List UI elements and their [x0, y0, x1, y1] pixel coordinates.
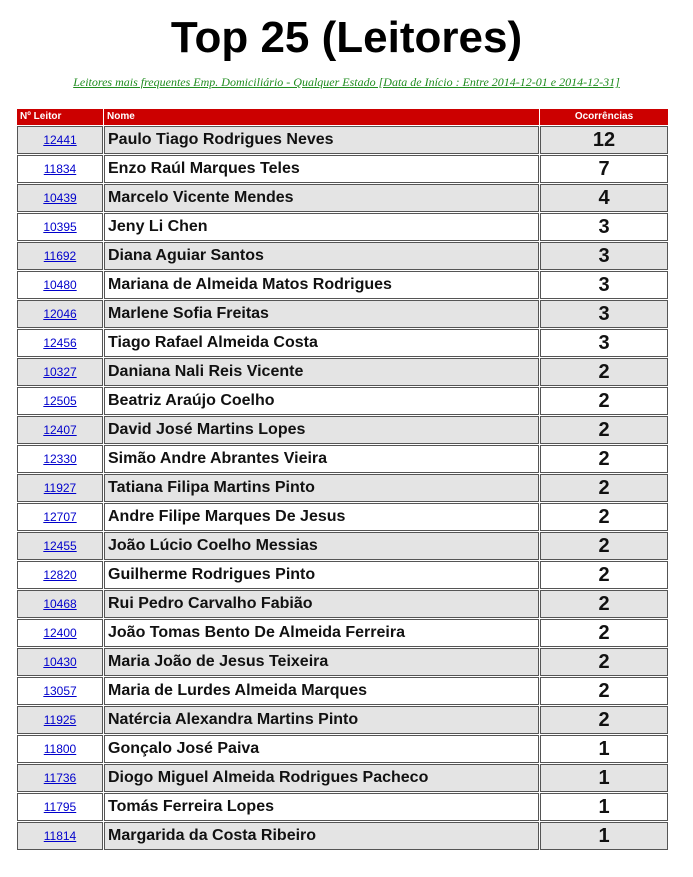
- reader-number-cell: [17, 213, 103, 241]
- table-row: [17, 561, 668, 589]
- reader-number-link[interactable]: 10327: [43, 365, 77, 379]
- occurrence-count: 3: [540, 329, 668, 357]
- occurrence-count: 1: [540, 793, 668, 821]
- occurrence-count: 2: [540, 532, 668, 560]
- reader-number-link[interactable]: 11925: [43, 713, 77, 727]
- occurrence-count: 2: [540, 503, 668, 531]
- reader-name: Maria de Lurdes Almeida Marques: [104, 677, 539, 705]
- reader-number-link[interactable]: 12820: [43, 568, 77, 582]
- reader-number-link[interactable]: 11834: [43, 162, 77, 176]
- reader-number-cell: [17, 764, 103, 792]
- occurrence-count: 2: [540, 619, 668, 647]
- reader-number-cell: [17, 329, 103, 357]
- reader-number-cell: [17, 532, 103, 560]
- table-row: [17, 474, 668, 502]
- occurrence-count: 2: [540, 358, 668, 386]
- table-row: [17, 532, 668, 560]
- reader-number-cell: [17, 242, 103, 270]
- reader-number-link[interactable]: 12400: [43, 626, 77, 640]
- occurrence-count: 7: [540, 155, 668, 183]
- occurrence-count: 2: [540, 648, 668, 676]
- reader-number-link[interactable]: 11927: [43, 481, 77, 495]
- reader-number-cell: [17, 503, 103, 531]
- reader-number-cell: [17, 822, 103, 850]
- occurrence-count: 1: [540, 822, 668, 850]
- reader-number-cell: [17, 561, 103, 589]
- table-row: [17, 126, 668, 154]
- reader-number-link[interactable]: 13057: [43, 684, 77, 698]
- reader-number-link[interactable]: 10480: [43, 278, 77, 292]
- reader-name: João Tomas Bento De Almeida Ferreira: [104, 619, 539, 647]
- report-subtitle: Leitores mais frequentes Emp. Domiciliário - Qualquer Estado [Data de Início : Entre 2014-12-01 e 2014-12-31]: [73, 75, 620, 89]
- reader-number-cell: [17, 619, 103, 647]
- reader-name: David José Martins Lopes: [104, 416, 539, 444]
- reader-number-cell: [17, 706, 103, 734]
- reader-name: Andre Filipe Marques De Jesus: [104, 503, 539, 531]
- occurrence-count: 3: [540, 271, 668, 299]
- reader-name: Simão Andre Abrantes Vieira: [104, 445, 539, 473]
- reader-name: Diana Aguiar Santos: [104, 242, 539, 270]
- reader-number-link[interactable]: 11692: [43, 249, 77, 263]
- reader-name: Natércia Alexandra Martins Pinto: [104, 706, 539, 734]
- reader-name: Tiago Rafael Almeida Costa: [104, 329, 539, 357]
- reader-name: Maria João de Jesus Teixeira: [104, 648, 539, 676]
- reader-number-link[interactable]: 11800: [43, 742, 77, 756]
- reader-number-link[interactable]: 11736: [43, 771, 77, 785]
- reader-number-link[interactable]: 12046: [43, 307, 77, 321]
- reader-name: Tomás Ferreira Lopes: [104, 793, 539, 821]
- reader-number-link[interactable]: 11814: [43, 829, 77, 843]
- table-row: [17, 822, 668, 850]
- reader-number-link[interactable]: 12707: [43, 510, 77, 524]
- readers-table: [16, 108, 669, 851]
- reader-number-cell: [17, 677, 103, 705]
- header-occurrences: Ocorrências: [540, 109, 668, 125]
- table-header-row: [17, 109, 668, 125]
- reader-number-link[interactable]: 12441: [43, 133, 77, 147]
- reader-number-cell: [17, 358, 103, 386]
- reader-number-link[interactable]: 12505: [43, 394, 77, 408]
- reader-number-link[interactable]: 10439: [43, 191, 77, 205]
- table-row: [17, 503, 668, 531]
- table-row: [17, 184, 668, 212]
- table-row: [17, 358, 668, 386]
- reader-number-cell: [17, 735, 103, 763]
- reader-number-cell: [17, 300, 103, 328]
- table-row: [17, 590, 668, 618]
- reader-number-cell: [17, 387, 103, 415]
- reader-name: Diogo Miguel Almeida Rodrigues Pacheco: [104, 764, 539, 792]
- table-row: [17, 300, 668, 328]
- reader-number-cell: [17, 793, 103, 821]
- table-row: [17, 387, 668, 415]
- reader-number-link[interactable]: 12456: [43, 336, 77, 350]
- reader-name: Beatriz Araújo Coelho: [104, 387, 539, 415]
- reader-number-link[interactable]: 12455: [43, 539, 77, 553]
- table-row: [17, 416, 668, 444]
- page-title: Top 25 (Leitores): [170, 13, 523, 62]
- reader-name: Daniana Nali Reis Vicente: [104, 358, 539, 386]
- reader-number-link[interactable]: 12407: [43, 423, 77, 437]
- table-row: [17, 242, 668, 270]
- reader-name: Rui Pedro Carvalho Fabião: [104, 590, 539, 618]
- occurrence-count: 2: [540, 561, 668, 589]
- reader-number-cell: [17, 126, 103, 154]
- reader-name: Mariana de Almeida Matos Rodrigues: [104, 271, 539, 299]
- reader-number-cell: [17, 416, 103, 444]
- reader-number-link[interactable]: 10430: [43, 655, 77, 669]
- occurrence-count: 2: [540, 590, 668, 618]
- table-row: [17, 735, 668, 763]
- occurrence-count: 2: [540, 387, 668, 415]
- reader-number-cell: [17, 648, 103, 676]
- reader-name: Enzo Raúl Marques Teles: [104, 155, 539, 183]
- table-row: [17, 706, 668, 734]
- reader-number-cell: [17, 184, 103, 212]
- reader-name: Guilherme Rodrigues Pinto: [104, 561, 539, 589]
- reader-name: Marcelo Vicente Mendes: [104, 184, 539, 212]
- occurrence-count: 2: [540, 445, 668, 473]
- table-row: [17, 677, 668, 705]
- reader-name: Margarida da Costa Ribeiro: [104, 822, 539, 850]
- reader-name: Tatiana Filipa Martins Pinto: [104, 474, 539, 502]
- table-row: [17, 648, 668, 676]
- reader-number-link[interactable]: 10468: [43, 597, 77, 611]
- reader-number-cell: [17, 590, 103, 618]
- occurrence-count: 2: [540, 416, 668, 444]
- table-row: [17, 271, 668, 299]
- reader-number-link[interactable]: 12330: [43, 452, 77, 466]
- table-row: [17, 764, 668, 792]
- occurrence-count: 3: [540, 242, 668, 270]
- occurrence-count: 12: [540, 126, 668, 154]
- table-row: [17, 213, 668, 241]
- reader-name: Paulo Tiago Rodrigues Neves: [104, 126, 539, 154]
- reader-name: Jeny Li Chen: [104, 213, 539, 241]
- occurrence-count: 1: [540, 764, 668, 792]
- occurrence-count: 2: [540, 677, 668, 705]
- reader-number-cell: [17, 474, 103, 502]
- reader-name: João Lúcio Coelho Messias: [104, 532, 539, 560]
- reader-name: Gonçalo José Paiva: [104, 735, 539, 763]
- occurrence-count: 4: [540, 184, 668, 212]
- occurrence-count: 2: [540, 474, 668, 502]
- occurrence-count: 3: [540, 213, 668, 241]
- occurrence-count: 3: [540, 300, 668, 328]
- header-name: Nome: [104, 109, 539, 125]
- table-row: [17, 445, 668, 473]
- table-row: [17, 793, 668, 821]
- header-reader-number: Nº Leitor: [17, 109, 103, 125]
- reader-number-link[interactable]: 11795: [43, 800, 77, 814]
- table-row: [17, 329, 668, 357]
- occurrence-count: 2: [540, 706, 668, 734]
- occurrence-count: 1: [540, 735, 668, 763]
- reader-number-cell: [17, 271, 103, 299]
- reader-name: Marlene Sofia Freitas: [104, 300, 539, 328]
- table-body: [17, 126, 668, 850]
- table-row: [17, 155, 668, 183]
- reader-number-cell: [17, 445, 103, 473]
- table-row: [17, 619, 668, 647]
- reader-number-cell: [17, 155, 103, 183]
- reader-number-link[interactable]: 10395: [43, 220, 77, 234]
